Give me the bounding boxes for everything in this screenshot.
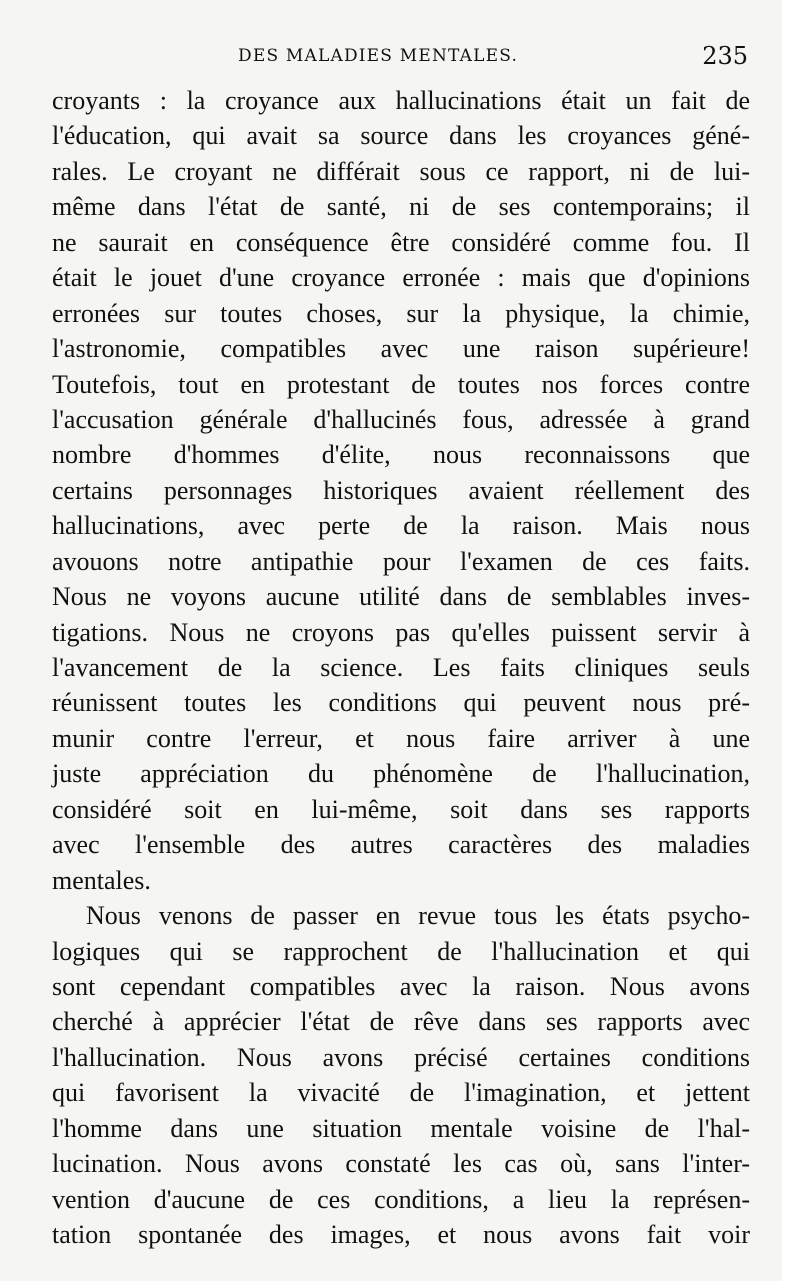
text-line: vention d'aucune de ces conditions, a lieu la représen- [52, 1184, 750, 1214]
text-line: juste appréciation du phénomène de l'hallucination, [52, 759, 750, 789]
text-line: Toutefois, tout en protestant de toutes nos forces contre [52, 369, 750, 399]
text-line: certains personnages historiques avaient réellement des [52, 475, 750, 505]
text-line: l'astronomie, compatibles avec une raison supérieure! [52, 334, 750, 364]
text-line: rales. Le croyant ne différait sous ce rapport, ni de lui- [52, 156, 750, 186]
text-line: Nous ne voyons aucune utilité dans de semblables inves- [52, 582, 750, 612]
text-line: même dans l'état de santé, ni de ses contemporains; il [52, 192, 750, 222]
text-line: considéré soit en lui-même, soit dans ses rapports [52, 794, 750, 824]
text-line: avec l'ensemble des autres caractères des maladies [52, 830, 750, 860]
text-line: erronées sur toutes choses, sur la physique, la chimie, [52, 298, 750, 328]
text-line: hallucinations, avec perte de la raison. Mais nous [52, 511, 750, 541]
page-number: 235 [702, 42, 748, 70]
text-line: réunissent toutes les conditions qui peuvent nous pré- [52, 688, 750, 718]
text-line: cherché à apprécier l'état de rêve dans ses rapports avec [52, 1007, 750, 1037]
text-line: logiques qui se rapprochent de l'hallucination et qui [52, 936, 750, 966]
text-line: avouons notre antipathie pour l'examen de ces faits. [52, 546, 750, 576]
text-line: tation spontanée des images, et nous avons fait voir [52, 1220, 750, 1249]
text-line: lucination. Nous avons constaté les cas où, sans l'inter- [52, 1149, 750, 1179]
text-line: nombre d'hommes d'élite, nous reconnaissons que [52, 440, 750, 470]
text-line: croyants : la croyance aux hallucinations était un fait de [52, 86, 750, 115]
paragraph-end-line: mentales. [52, 865, 151, 895]
text-line: munir contre l'erreur, et nous faire arriver à une [52, 723, 750, 753]
paragraph-start-line: Nous venons de passer en revue tous les états psycho- [86, 901, 750, 931]
text-line: sont cependant compatibles avec la raison. Nous avons [52, 971, 750, 1001]
text-line: l'accusation générale d'hallucinés fous, adressée à grand [52, 404, 750, 434]
text-line: l'homme dans une situation mentale voisine de l'hal- [52, 1113, 750, 1143]
text-line: était le jouet d'une croyance erronée : mais que d'opinions [52, 263, 750, 293]
text-line: tigations. Nous ne croyons pas qu'elles puissent servir à [52, 617, 750, 647]
text-line: l'éducation, qui avait sa source dans les croyances géné- [52, 121, 750, 151]
text-line: l'hallucination. Nous avons précisé certaines conditions [52, 1042, 750, 1072]
running-title: DES MALADIES MENTALES. [238, 46, 519, 66]
text-line: l'avancement de la science. Les faits cliniques seuls [52, 653, 750, 682]
text-line: ne saurait en conséquence être considéré comme fou. Il [52, 227, 750, 257]
page-header [0, 42, 782, 74]
page-right-margin [782, 0, 800, 1281]
text-line: qui favorisent la vivacité de l'imagination, et jettent [52, 1078, 750, 1108]
body-text [52, 83, 750, 1252]
